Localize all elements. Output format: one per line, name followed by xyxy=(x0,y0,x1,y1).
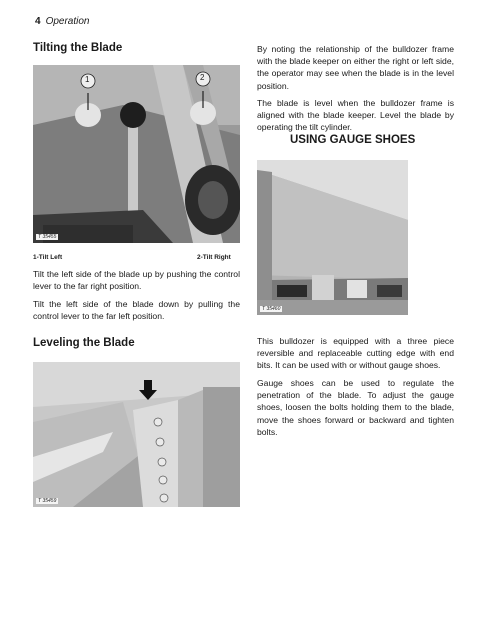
page-header xyxy=(35,16,89,27)
callout-1: 1 xyxy=(85,75,90,84)
page-number: 4 xyxy=(35,16,41,27)
figure-id: T 35459 xyxy=(38,498,57,504)
gauge-shoe-photo xyxy=(257,160,408,315)
gauge-shoe-illustration xyxy=(257,160,408,315)
blade-keeper-photo xyxy=(33,362,240,507)
figure-id: T 35460 xyxy=(262,306,281,312)
gauge-paragraph-1: This bulldozer is equipped with a three piece reversible and replaceable cutting edge with end bits. It can be used with or without gauge shoes. xyxy=(257,336,454,371)
caption-tilt-right: 2-Tilt Right xyxy=(197,254,231,261)
callout-2: 2 xyxy=(200,73,205,82)
level-paragraph-2: The blade is level when the bulldozer frame is aligned with the blade keeper. Level the blade by operating the tilt cylinder. xyxy=(257,98,454,133)
gauge-shoes-heading: USING GAUGE SHOES xyxy=(290,134,416,146)
blade-keeper-illustration xyxy=(33,362,240,507)
leveling-blade-heading: Leveling the Blade xyxy=(33,337,135,349)
caption-tilt-left: 1-Tilt Left xyxy=(33,254,63,261)
tilt-paragraph-2: Tilt the left side of the blade down by pulling the control lever to the far left position. xyxy=(33,299,240,322)
section-title: Operation xyxy=(45,16,90,27)
level-paragraph-1: By noting the relationship of the bulldozer frame with the blade keeper on either the right or left side, the operator may see when the blade is in the level position. xyxy=(257,44,454,91)
tilting-blade-heading: Tilting the Blade xyxy=(33,42,123,54)
tilt-paragraph-1: Tilt the left side of the blade up by pushing the control lever to the far right position. xyxy=(33,269,240,292)
gauge-paragraph-2: Gauge shoes can be used to regulate the penetration of the blade. To adjust the gauge shoes, loosen the bolts holding them to the blade, move the shoes forward or backward and tighten bolts. xyxy=(257,378,454,437)
tilt-lever-illustration xyxy=(33,65,240,243)
tilt-lever-photo xyxy=(33,65,240,243)
figure-id: T 35455 xyxy=(38,234,57,240)
